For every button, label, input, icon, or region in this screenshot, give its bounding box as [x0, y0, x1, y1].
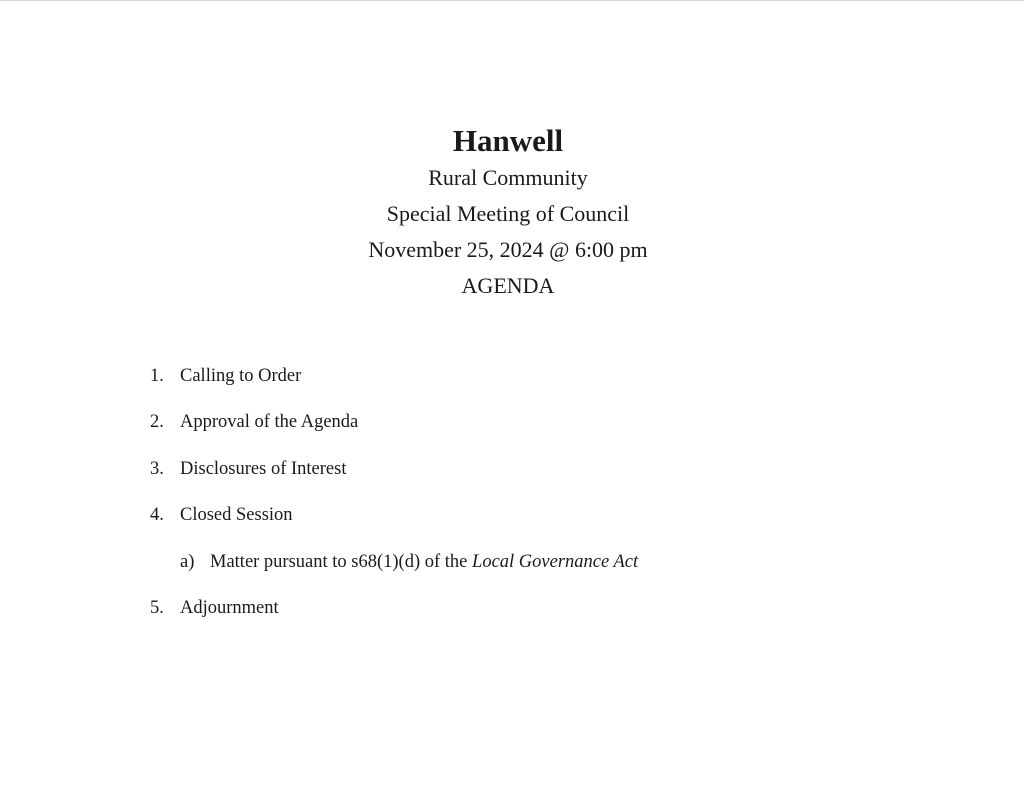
agenda-item-number: 3. — [150, 458, 164, 479]
agenda-heading: AGENDA — [461, 273, 555, 298]
agenda-item-text: Disclosures of Interest — [180, 458, 347, 479]
agenda-item-number: 2. — [150, 412, 164, 433]
agenda-sub-item-letter: a) — [180, 551, 195, 572]
agenda-item — [150, 408, 950, 454]
agenda-item — [150, 501, 950, 547]
page-top-border — [0, 0, 1024, 1]
agenda-item-number: 4. — [150, 505, 164, 526]
document-header — [0, 122, 1016, 304]
agenda-sub-item — [150, 548, 950, 594]
agenda-item-text: Approval of the Agenda — [180, 412, 359, 433]
agenda-item-text: Adjournment — [180, 597, 279, 618]
agenda-item-text: Closed Session — [180, 505, 293, 526]
agenda-item — [150, 594, 950, 640]
agenda-item — [150, 455, 950, 501]
agenda-sub-item-text — [210, 548, 638, 576]
community-type: Rural Community — [428, 165, 588, 190]
act-name: Local Governance Act — [472, 551, 639, 572]
agenda-item-number: 5. — [150, 597, 164, 618]
meeting-type: Special Meeting of Council — [386, 201, 630, 226]
agenda-sub-item-prefix: Matter pursuant to s68(1)(d) of the — [210, 551, 473, 572]
agenda-item — [150, 362, 950, 408]
document-title: Hanwell — [452, 123, 564, 158]
agenda-item-text: Calling to Order — [180, 366, 302, 386]
agenda-item-number: 1. — [150, 366, 164, 386]
agenda-list — [150, 362, 950, 640]
meeting-datetime: November 25, 2024 @ 6:00 pm — [368, 237, 648, 262]
